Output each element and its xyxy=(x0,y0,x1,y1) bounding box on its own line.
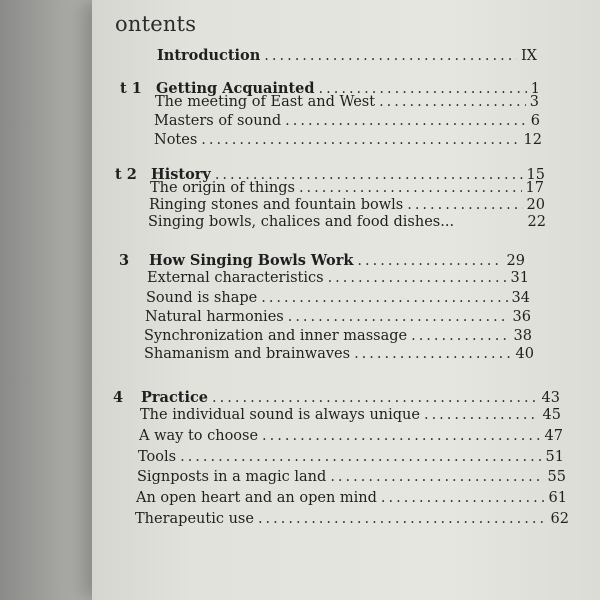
toc-leader xyxy=(262,428,541,444)
toc-leader xyxy=(424,407,539,423)
toc-page-number: 17 xyxy=(525,180,544,196)
toc-label: External characteristics xyxy=(147,270,324,286)
toc-page-number: 12 xyxy=(523,132,542,148)
toc-entry xyxy=(155,94,539,110)
toc-page-number: 40 xyxy=(515,346,534,362)
toc-page-number: 61 xyxy=(548,490,567,506)
chapter-number: 4 xyxy=(113,389,124,406)
toc-leader xyxy=(411,328,509,344)
toc-page-number: 55 xyxy=(547,469,566,485)
toc-leader xyxy=(381,490,545,506)
toc-leader xyxy=(299,180,522,196)
toc-chapter-4 xyxy=(113,389,560,406)
toc-leader xyxy=(357,253,502,269)
toc-leader xyxy=(261,290,507,306)
toc-page-number: 6 xyxy=(530,113,540,129)
toc-entry xyxy=(136,490,567,506)
toc-entry xyxy=(137,469,566,485)
toc-label: Introduction xyxy=(157,47,261,64)
toc-entry xyxy=(154,132,542,148)
toc-entry xyxy=(140,407,561,423)
chapter-number: t 1 xyxy=(120,80,142,97)
toc-label: Singing bowls, chalices and food dishes... xyxy=(148,214,455,230)
toc-entry xyxy=(147,270,529,286)
toc-label: Synchronization and inner massage xyxy=(144,328,408,344)
toc-leader xyxy=(354,346,511,362)
toc-label: History xyxy=(151,166,211,183)
toc-label: The individual sound is always unique xyxy=(140,407,420,423)
contents-page xyxy=(92,0,600,600)
toc-page-number: 47 xyxy=(544,428,563,444)
toc-entry xyxy=(146,290,530,306)
toc-page-number: 31 xyxy=(510,270,529,286)
toc-page-number: IX xyxy=(520,48,537,64)
toc-label: Therapeutic use xyxy=(135,511,254,527)
toc-page-number: 62 xyxy=(550,511,569,527)
toc-page-number: 38 xyxy=(513,328,532,344)
toc-page-number: 1 xyxy=(530,81,540,97)
toc-page-number: 34 xyxy=(511,290,530,306)
toc-label: Tools xyxy=(138,449,177,465)
toc-leader xyxy=(328,270,507,286)
toc-label: Signposts in a magic land xyxy=(137,469,327,485)
toc-page-number: 3 xyxy=(529,94,539,110)
toc-entry xyxy=(138,449,564,465)
toc-page-number: 15 xyxy=(526,167,545,183)
toc-entry xyxy=(149,197,545,213)
chapter-number: t 2 xyxy=(115,166,137,183)
toc-entry xyxy=(150,180,544,196)
toc-entry xyxy=(144,346,534,362)
toc-entry xyxy=(154,113,540,129)
toc-label: Sound is shape xyxy=(146,290,258,306)
toc-label: Natural harmonies xyxy=(145,309,284,325)
toc-label: An open heart and an open mind xyxy=(136,490,377,506)
toc-leader xyxy=(258,511,547,527)
toc-page-number: 29 xyxy=(506,253,525,269)
toc-label: Shamanism and brainwaves xyxy=(144,346,351,362)
toc-entry xyxy=(145,309,531,325)
toc-entry xyxy=(144,328,532,344)
toc-label: Notes xyxy=(154,132,198,148)
toc-page-number: 43 xyxy=(541,390,560,406)
toc-chapter-3 xyxy=(119,252,525,269)
toc-leader xyxy=(264,48,517,64)
toc-leader xyxy=(288,309,509,325)
toc-leader xyxy=(407,197,522,213)
toc-label: How Singing Bowls Work xyxy=(149,252,354,269)
toc-label: Ringing stones and fountain bowls xyxy=(149,197,404,213)
toc-page-number: 36 xyxy=(512,309,531,325)
toc-page-number: 20 xyxy=(526,197,545,213)
toc-leader xyxy=(379,94,526,110)
toc-leader xyxy=(180,449,541,465)
toc-page-number: 45 xyxy=(542,407,561,423)
toc-label: Getting Acquainted xyxy=(156,80,315,97)
toc-leader xyxy=(285,113,527,129)
toc-page-number: 22 xyxy=(527,214,546,230)
toc-label: The origin of things xyxy=(150,180,295,196)
toc-leader xyxy=(201,132,519,148)
toc-label: Practice xyxy=(141,389,209,406)
toc-page-number: 51 xyxy=(545,449,564,465)
toc-entry xyxy=(135,511,569,527)
toc-entry-introduction xyxy=(157,47,537,64)
toc-entry xyxy=(139,428,563,444)
toc-label: The meeting of East and West xyxy=(155,94,376,110)
toc-entry xyxy=(148,214,546,230)
toc-leader xyxy=(212,390,538,406)
page-title: ontents xyxy=(115,12,197,36)
chapter-number: 3 xyxy=(119,252,130,269)
toc-label: A way to choose xyxy=(139,428,259,444)
toc-label: Masters of sound xyxy=(154,113,282,129)
toc-leader xyxy=(330,469,543,485)
